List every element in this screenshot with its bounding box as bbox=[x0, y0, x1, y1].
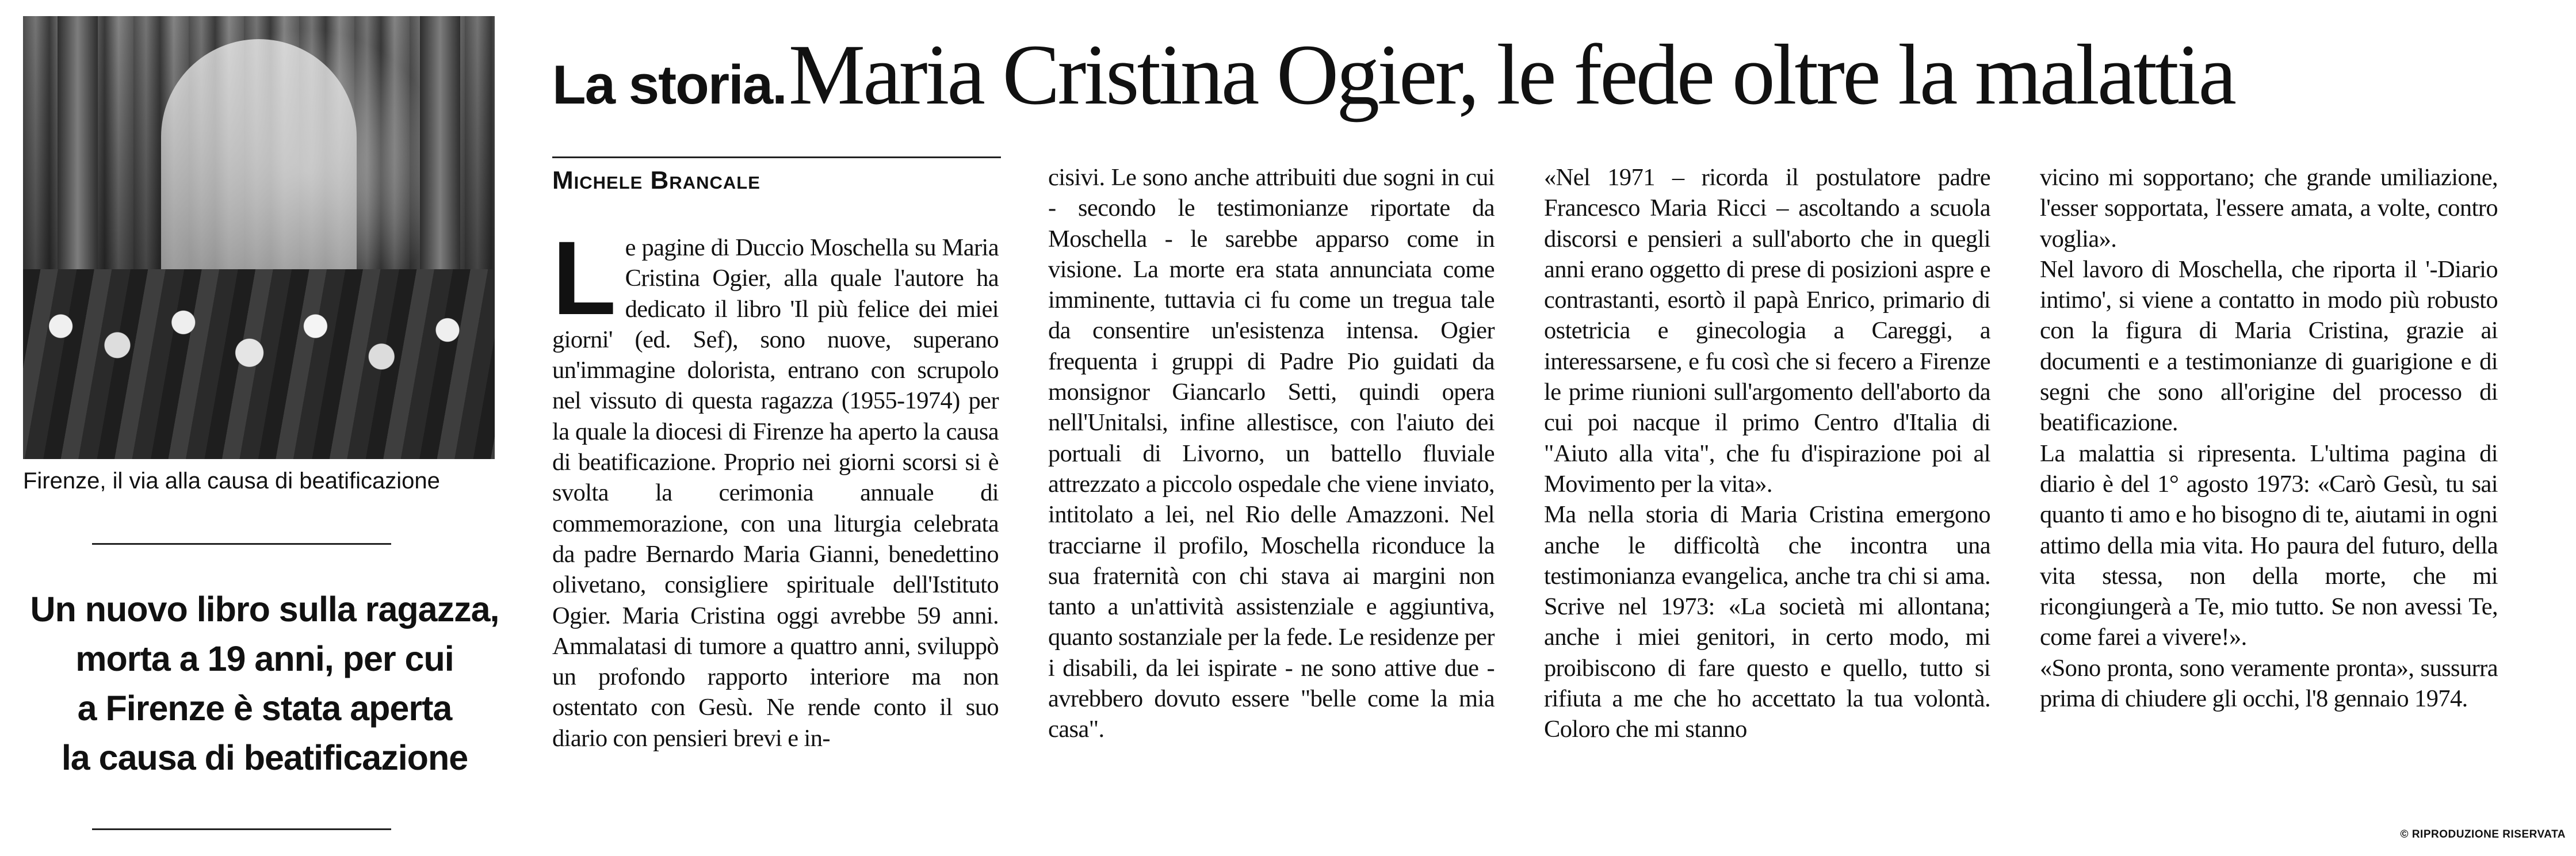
article-paragraph: cisivi. Le sono anche attribuiti due sogni in cui - secondo le testimonianze riportate da Moschella - le sarebbe apparso come in visione. La morte era stata annunciata come imminente, tuttavia ci fu come un tregua tale da consentire un'esistenza intensa. Ogier frequenta i gruppi di Padre Pio guidati da monsignor Giancarlo Setti, quindi opera nell'Unitalsi, infine allestisce, con l'aiuto dei portuali di Livorno, un battello fluviale attrezzato a piccolo ospedale che viene inviato, intitolato a lei, nel Rio delle Amazzoni. Nel tracciarne il profilo, Moschella riconduce la sua fraternità con chi stava ai margini non tanto a un'attività assistenziale e aggiuntiva, quanto sostanziale per la fede. Le residenze per i disabili, da lei ispirate - ne sono attive due - avrebbero dovuto essere "belle come la mia casa". bbox=[1048, 164, 1495, 743]
article-paragraph: «Sono pronta, sono veramente pronta», sussurra prima di chiudere gli occhi, l'8 gennaio 1974. bbox=[2040, 654, 2498, 713]
byline-rule bbox=[552, 156, 1001, 158]
summary-line: Un nuovo libro sulla ragazza, bbox=[30, 590, 499, 629]
article-photo bbox=[23, 16, 495, 459]
article-paragraph: «Nel 1971 – ricorda il postulatore padre Francesco Maria Ricci – ascoltando a scuola discorsi e pensieri a sull'aborto che in quegli anni erano oggetto di prese di posizioni aspre e contrastanti, esortò il papà Enrico, primario di ostetricia e ginecologia a Careggi, a interessarsene, e fu così che si fecero a Firenze le prime riunioni sull'argomento dell'aborto da cui poi nacque il primo Centro d'Italia di "Aiuto alla vita", che fu d'ispirazione poi al Movimento per la vita». bbox=[1544, 164, 1990, 498]
copyright-notice: © RIPRODUZIONE RISERVATA bbox=[2400, 828, 2566, 840]
summary-rule-top bbox=[92, 543, 391, 545]
headline bbox=[552, 23, 2566, 127]
article-paragraph: Ma nella storia di Maria Cristina emergono anche le difficoltà che incontra una testimonianza evangelica, anche tra chi si ama. Scrive nel 1973: «La società mi allontana; anche i miei genitori, in certo modo, mi proibiscono di fare questo e quello, tutto si rifiuta a me che ho accettato la tua volontà. Coloro che mi stanno bbox=[1544, 501, 1990, 743]
summary-line: la causa di beatificazione bbox=[61, 738, 468, 777]
article-column-4 bbox=[2040, 162, 2498, 714]
summary-rule-bottom bbox=[92, 828, 391, 830]
drop-cap: L bbox=[552, 219, 616, 337]
photo-caption: Firenze, il via alla causa di beatificazione bbox=[23, 468, 440, 494]
photo-crowd bbox=[23, 269, 495, 459]
summary-box bbox=[23, 584, 506, 782]
headline-title: Maria Cristina Ogier, le fede oltre la malattia bbox=[788, 27, 2235, 123]
article-column-2 bbox=[1048, 162, 1495, 745]
article-paragraph: vicino mi sopportano; che grande umiliazione, l'esser sopportata, l'essere amata, a volte, contro voglia». bbox=[2040, 164, 2498, 253]
article-paragraph: e pagine di Duccio Moschella su Maria Cristina Ogier, alla quale l'autore ha dedicato il libro 'Il più felice dei miei giorni' (ed. Sef), sono nuove, superano un'immagine dolorista, entrano con scrupolo nel vissuto di questa ragazza (1955-1974) per la quale la diocesi di Firenze ha aperto la causa di beatificazione. Proprio nei giorni scorsi si è svolta la cerimonia annuale di commemorazione, con una liturgia celebrata da padre Bernardo Maria Gianni, benedettino olivetano, consigliere spirituale dell'Istituto Ogier. Maria Cristina oggi avrebbe 59 anni. Ammalatasi di tumore a quattro anni, sviluppò un profondo rapporto interiore ma non ostentato con Gesù. Ne rende conto il suo diario con pensieri brevi e in- bbox=[552, 234, 999, 752]
article-column-1 bbox=[552, 219, 999, 754]
photo-arch bbox=[161, 39, 357, 281]
article-paragraph: La malattia si ripresenta. L'ultima pagina di diario è del 1° agosto 1973: «Carò Gesù, tu sai quanto ti amo e ho bisogno di te, aiutami in ogni attimo della mia vita. Ho paura del futuro, della vita stessa, non della morte, che mi ricongiungerà a Te, mio tutto. Se non avessi Te, come farei a vivere!». bbox=[2040, 440, 2498, 651]
summary-line: morta a 19 anni, per cui bbox=[75, 639, 454, 678]
headline-kicker: La storia. bbox=[552, 54, 786, 116]
summary-line: a Firenze è stata aperta bbox=[77, 689, 452, 728]
byline: Michele Brancale bbox=[552, 166, 760, 194]
article-column-3 bbox=[1544, 162, 1990, 745]
article-paragraph: Nel lavoro di Moschella, che riporta il '-Diario intimo', si viene a contatto in modo più robusto con la figura di Maria Cristina, grazie ai documenti e a testimonianze di guarigione e di segni che sono all'origine del processo di beatificazione. bbox=[2040, 255, 2498, 437]
